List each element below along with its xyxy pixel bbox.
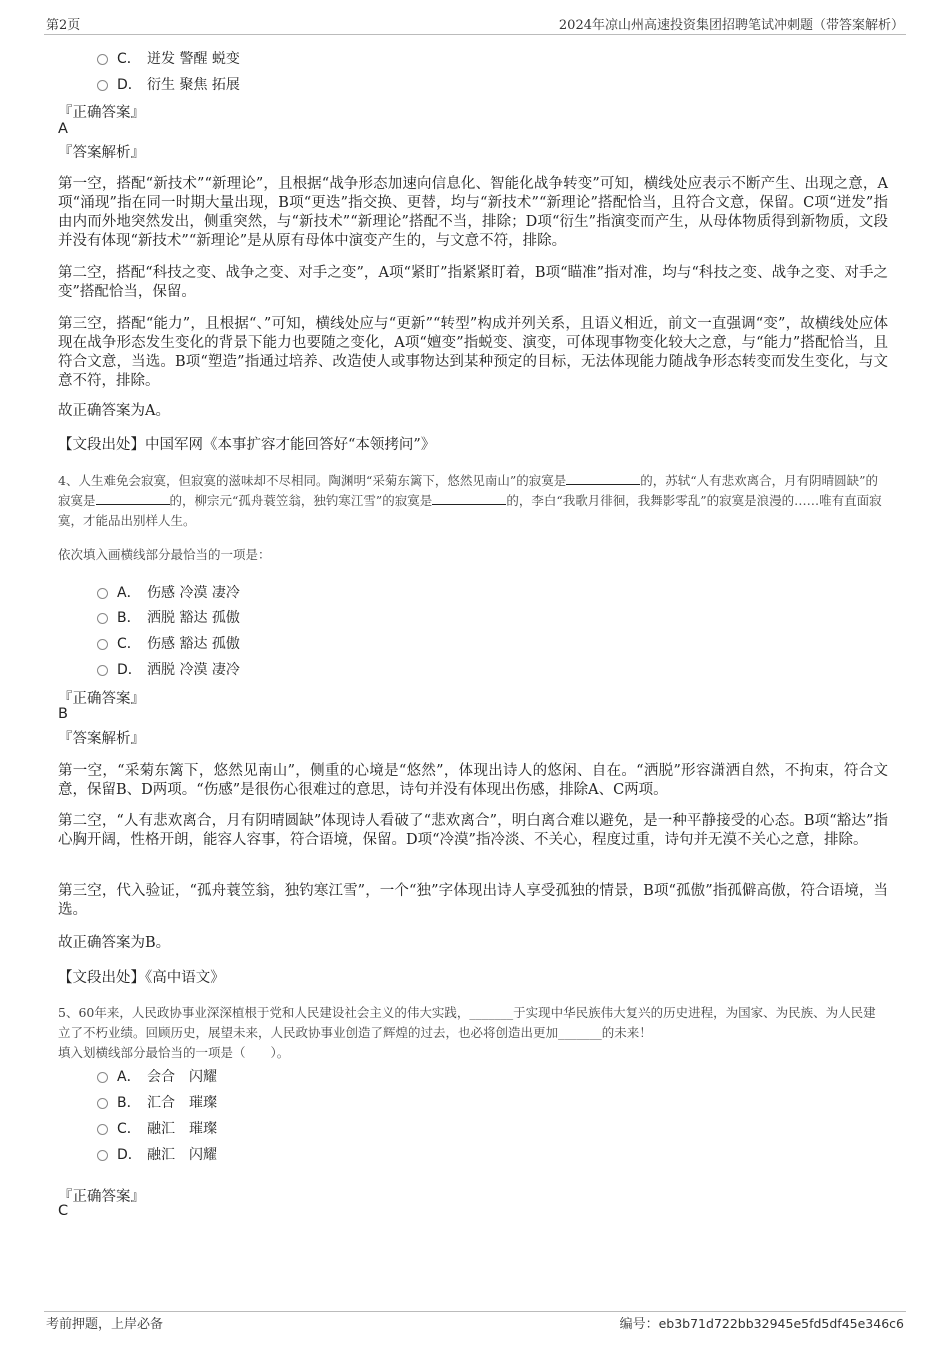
q5-prompt: 填入划横线部分最恰当的一项是（ ）。 (58, 1045, 290, 1060)
q4-answer-label: 『正确答案』 (58, 691, 145, 707)
q4-analysis-para-2: 第二空，“人有悲欢离合，月有阴晴圆缺”体现诗人看破了“悲欢离合”，明白离合难以避免，是一种平静接受的心态。B项“豁达”指心胸开阔，性格开朗，能容人容事，符合语境，保留。D项“冷漠”指冷淡、不关心，程度过重，诗句并无漠不关心之意，排除。 (58, 813, 888, 848)
q3-answer: A (58, 121, 68, 137)
q4-option-d[interactable]: D． 洒脱 冷漠 凄冷 (97, 659, 240, 679)
radio-icon[interactable] (97, 639, 108, 650)
radio-icon[interactable] (97, 588, 108, 599)
q5-answer: C (58, 1203, 69, 1219)
footer-divider (44, 1311, 906, 1312)
q5-stem: 5、60年来，人民政协事业深深植根于党和人民建设社会主义的伟大实践，_______于实现中华民族伟大复兴的历史进程，为国家、为民族、为人民建立了不朽业绩。回顾历史，展望未来，人民政协事业创造了辉煌的过去，也必将创造出更加_______的未来！ (58, 1005, 876, 1040)
fill-blank[interactable] (566, 472, 640, 485)
q3-analysis-para-2: 第二空，搭配“科技之变、战争之变、对手之变”，A项“紧盯”指紧紧盯着，B项“瞄准”指对准，均与“科技之变、战争之变、对手之变”搭配恰当，保留。 (58, 265, 888, 300)
q3-analysis-label: 『答案解析』 (58, 145, 145, 161)
q5-option-a[interactable]: A． 会合 闪耀 (97, 1066, 217, 1086)
radio-icon[interactable] (97, 1124, 108, 1135)
fill-blank[interactable] (96, 492, 170, 505)
q3-analysis-para-1: 第一空，搭配“新技术”“新理论”，且根据“战争形态加速向信息化、智能化战争转变”可知，横线处应表示不断产生、出现之意，A项“涌现”指在同一时期大量出现，B项“更迭”指交换、更替，均与“新技术”“新理论”搭配恰当，且符合文意，保留。C项“迸发”指由内而外地突然发出，侧重突然，与“新技术”“新理论”搭配不当，排除；D项“衍生”指演变而产生，从母体物质得到新物质，文段并没有体现“新技术”“新理论”是从原有母体中演变产生的，与文意不符，排除。 (58, 176, 888, 249)
header-divider (44, 34, 906, 35)
radio-icon[interactable] (97, 665, 108, 676)
q5-option-c[interactable]: C． 融汇 璀璨 (97, 1118, 217, 1138)
q5-option-d[interactable]: D． 融汇 闪耀 (97, 1144, 217, 1164)
page-footer (46, 1313, 904, 1332)
q4-analysis-label: 『答案解析』 (58, 731, 145, 747)
q3-analysis-para-3: 第三空，搭配“能力”，且根据“、”可知，横线处应与“更新”“转型”构成并列关系，且语义相近，前文一直强调“变”，故横线处应体现在战争形态发生变化的背景下能力也要随之变化，A项“嬗变”指蜕变、演变，可体现事物变化较大之意，与“能力”搭配恰当，且符合文意，当选。B项“塑造”指通过培养、改造使人或事物达到某种预定的目标，无法体现能力随战争形态转变而发生变化，与文意不符，排除。 (58, 316, 888, 389)
document-code: 编号：eb3b71d722bb32945e5fd5df45e346c6 (619, 1316, 904, 1332)
page-number: 第2页 (46, 18, 81, 33)
document-title: 2024年凉山州高速投资集团招聘笔试冲刺题（带答案解析） (558, 18, 904, 33)
q4-stem: 4、人生难免会寂寞，但寂寞的滋味却不尽相同。陶渊明“采菊东篱下，悠然见南山”的寂寞是 的，苏轼“人有悲欢离合，月有阴晴圆缺”的寂寞是 的，柳宗元“孤舟蓑笠翁，独钓寒江雪”的寂寞是 的，李白“我歌月徘徊，我舞影零乱”的寂寞是浪漫的……唯有直面寂寞，才能品出别样人生。 (58, 473, 882, 528)
q4-option-c[interactable]: C． 伤感 豁达 孤傲 (97, 633, 240, 653)
radio-icon[interactable] (97, 1150, 108, 1161)
q5-option-b[interactable]: B． 汇合 璀璨 (97, 1092, 217, 1112)
footer-slogan: 考前押题，上岸必备 (46, 1317, 164, 1332)
q4-option-a[interactable]: A． 伤感 冷漠 凄冷 (97, 582, 240, 602)
q4-option-b[interactable]: B． 洒脱 豁达 孤傲 (97, 607, 240, 627)
radio-icon[interactable] (97, 613, 108, 624)
q4-source: 【文段出处】《高中语文》 (58, 970, 225, 986)
q4-answer: B (58, 706, 68, 722)
fill-blank[interactable] (432, 492, 506, 505)
q4-conclusion: 故正确答案为B。 (58, 935, 171, 951)
radio-icon[interactable] (97, 1098, 108, 1109)
q3-option-d[interactable]: D． 衍生 聚焦 拓展 (97, 74, 240, 94)
q5-answer-label: 『正确答案』 (58, 1189, 145, 1205)
q4-analysis-para-1: 第一空，“采菊东篱下，悠然见南山”，侧重的心境是“悠然”，体现出诗人的悠闲、自在。“洒脱”形容潇洒自然，不拘束，符合文意，保留B、D两项。“伤感”是很伤心很难过的意思，诗句并没有体现出伤感，排除A、C两项。 (58, 763, 888, 798)
radio-icon[interactable] (97, 1072, 108, 1083)
radio-icon[interactable] (97, 80, 108, 91)
q3-answer-label: 『正确答案』 (58, 105, 145, 121)
radio-icon[interactable] (97, 54, 108, 65)
fill-blank[interactable]: _______ (469, 1005, 514, 1020)
q3-conclusion: 故正确答案为A。 (58, 403, 170, 419)
q3-option-c[interactable]: C． 迸发 警醒 蜕变 (97, 48, 240, 68)
fill-blank[interactable]: _______ (558, 1025, 602, 1040)
q4-prompt: 依次填入画横线部分最恰当的一项是： (58, 547, 271, 562)
q3-source: 【文段出处】中国军网《本事扩容才能回答好“本领拷问”》 (58, 437, 436, 453)
q4-analysis-para-3: 第三空，代入验证，“孤舟蓑笠翁，独钓寒江雪”，一个“独”字体现出诗人享受孤独的情景，B项“孤傲”指孤僻高傲，符合语境，当选。 (58, 883, 888, 918)
